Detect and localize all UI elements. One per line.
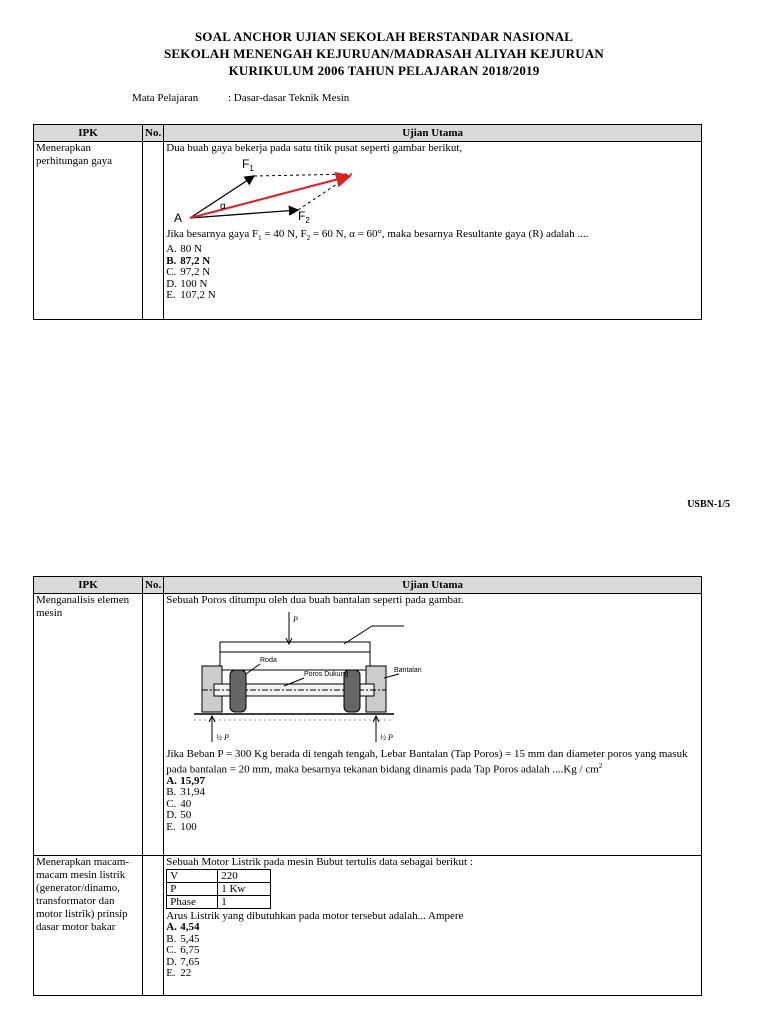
answer-option [166, 290, 699, 302]
header-line-2: SEKOLAH MENENGAH KEJURUAN/MADRASAH ALIYAH KEJURUAN [163, 46, 604, 61]
option-text: 50 [180, 809, 192, 822]
answer-option [166, 934, 699, 946]
q1-ipk: Menerapkan perhitungan gaya [34, 142, 143, 320]
header-main: Ujian Utama [164, 577, 702, 594]
bantalan-label: Bantalan [394, 667, 422, 674]
subject-label: Mata Pelajaran [132, 92, 199, 104]
question-table-2 [33, 576, 702, 996]
question-row-1 [34, 142, 702, 320]
f1-label: $F_1$ [242, 157, 254, 173]
option-text: 87,2 N [180, 254, 211, 267]
option-key: E. [166, 289, 176, 302]
shaft-bearing-diagram [194, 612, 424, 744]
poros-dukung-label: Poros Dukung [304, 671, 349, 678]
answer-option [166, 968, 699, 980]
answer-option [166, 799, 699, 811]
q3-content [164, 856, 702, 996]
header-no: No. [143, 125, 164, 142]
q1-no [143, 142, 164, 320]
header-main: Ujian Utama [164, 125, 702, 142]
answer-option [166, 922, 699, 934]
load-p-label: P [293, 615, 299, 624]
option-key: C. [166, 944, 177, 956]
force-vector-diagram [166, 154, 366, 226]
f2-label: $F_2$ [298, 209, 310, 225]
question-row-2 [34, 594, 702, 856]
page-code: USBN-1/5 [687, 499, 730, 510]
document-header [0, 28, 768, 79]
q1-content [164, 142, 702, 320]
alpha-label: α [220, 201, 226, 212]
answer-option [166, 957, 699, 969]
answer-option [166, 256, 699, 268]
option-key: A. [166, 774, 177, 787]
option-key: C. [166, 797, 177, 810]
q2-question-line-1: Jika Beban P = 300 Kg berada di tengah tengah, Lebar Bantalan (Tap Poros) = 15 mm dan diameter poros yang masuk [166, 748, 688, 760]
answer-option [166, 945, 699, 957]
q3-question: Arus Listrik yang dibutuhkan pada motor tersebut adalah... Ampere [166, 910, 464, 922]
q1-stem: Dua buah gaya bekerja pada satu titik pusat seperti gambar berikut, [166, 142, 463, 154]
q2-ipk: Menganalisis elemen mesin [34, 594, 143, 856]
q3-options [166, 922, 699, 980]
option-key: E. [166, 820, 176, 833]
table-header-row [34, 577, 702, 594]
option-key: A. [166, 243, 177, 256]
q2-content [164, 594, 702, 856]
option-text: 6,75 [180, 944, 200, 956]
header-line-1: SOAL ANCHOR UJIAN SEKOLAH BERSTANDAR NASIONAL [194, 29, 574, 44]
option-text: 40 [180, 797, 192, 810]
q2-question-line-2: pada bantalan = 20 mm, maka besarnya tekanan bidang dinamis pada Tap Poros adalah ....Kg / $cm^2$ [166, 762, 603, 776]
motor-data-table [166, 869, 271, 909]
option-key: B. [166, 932, 177, 945]
option-key: D. [166, 277, 177, 290]
answer-option [166, 267, 699, 279]
left-reaction-label: ½ P [216, 733, 230, 742]
option-text: 107,2 N [180, 289, 216, 302]
parallelogram-top [254, 174, 352, 176]
header-ipk: IPK [34, 577, 143, 594]
header-ipk: IPK [34, 125, 143, 142]
option-text: 100 [180, 820, 197, 833]
left-wheel [230, 670, 246, 712]
q3-stem: Sebuah Motor Listrik pada mesin Bubut tertulis data sebagai berikut : [166, 856, 473, 868]
option-text: 22 [180, 967, 192, 979]
option-key: D. [166, 955, 177, 968]
data-row: P 1 Kw [167, 883, 271, 896]
option-key: B. [166, 786, 177, 799]
option-text: 97,2 N [180, 266, 211, 279]
answer-option [166, 279, 699, 291]
header-no: No. [143, 577, 164, 594]
q1-question: Jika besarnya gaya $F_1 = 40$ N, $F_2 = 60$ N, α = 60°, maka besarnya Resultante gaya (R) adalah .... [166, 228, 589, 243]
data-row: Phase 1 [167, 896, 271, 909]
option-text: 5,45 [180, 932, 200, 945]
option-text: 7,65 [180, 955, 200, 968]
option-text: 31,94 [180, 786, 205, 799]
q3-no [143, 856, 164, 996]
option-key: A. [166, 921, 177, 933]
question-table-1 [33, 124, 702, 320]
subject-value: : Dasar-dasar Teknik Mesin [228, 92, 350, 104]
option-text: 100 N [180, 277, 208, 290]
parallelogram-side [298, 174, 352, 210]
option-text: 80 N [180, 243, 202, 256]
data-row: V 220 [167, 870, 271, 883]
point-a-label: A [174, 211, 183, 225]
q2-stem: Sebuah Poros ditumpu oleh dua buah bantalan seperti pada gambar. [166, 594, 464, 606]
q3-ipk: Menerapkan macam-macam mesin listrik (generator/dinamo, transformator dan motor listrik) prinsip dasar motor bakar [34, 856, 143, 996]
option-key: C. [166, 266, 177, 279]
right-reaction-label: ½ P [380, 733, 394, 742]
header-line-3: KURIKULUM 2006 TAHUN PELAJARAN 2018/2019 [228, 63, 540, 78]
option-text: 15,97 [180, 774, 205, 787]
q2-options [166, 776, 699, 834]
answer-option [166, 810, 699, 822]
roda-label: Roda [260, 657, 277, 664]
answer-option [166, 822, 699, 834]
table-header-row [34, 125, 702, 142]
option-key: D. [166, 809, 177, 822]
option-key: E. [166, 967, 176, 979]
answer-option [166, 787, 699, 799]
option-text: 4,54 [180, 921, 200, 933]
subject-line [132, 92, 349, 104]
question-row-3 [34, 856, 702, 996]
answer-option [166, 244, 699, 256]
q1-options [166, 244, 699, 302]
answer-option [166, 776, 699, 788]
option-key: B. [166, 254, 177, 267]
q2-no [143, 594, 164, 856]
